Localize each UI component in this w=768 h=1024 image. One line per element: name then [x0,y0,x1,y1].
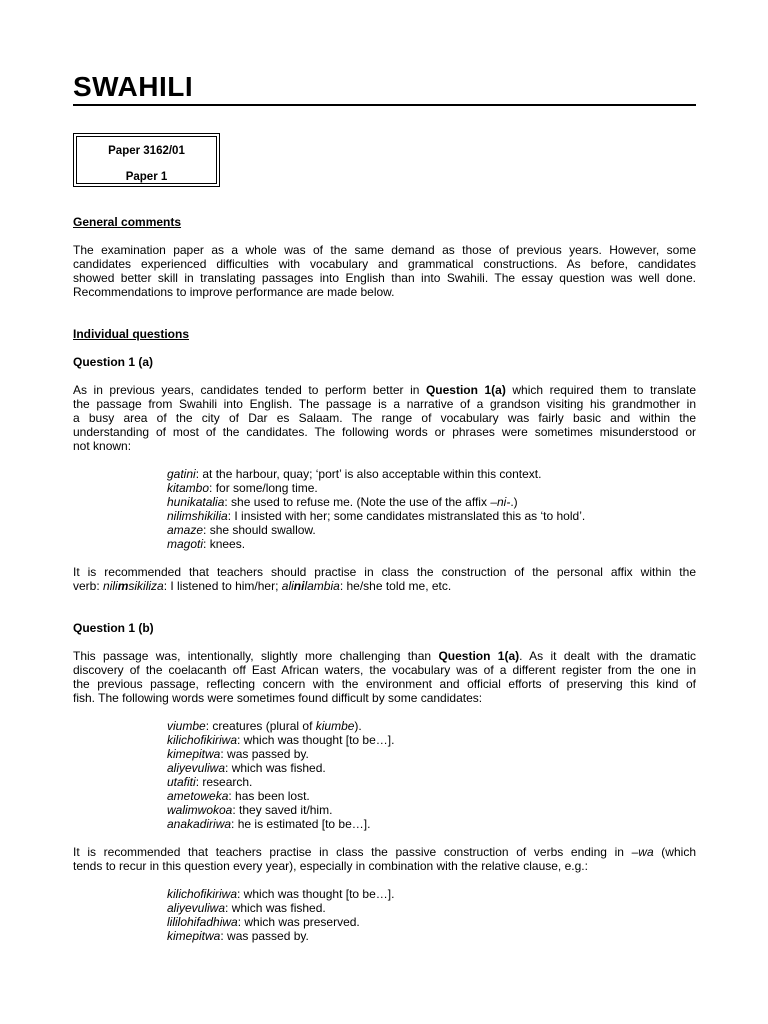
paragraph-line: not known: [73,439,132,453]
list-item: lililohifadhiwa: which was preserved. [167,915,360,929]
list-item: hunikatalia: she used to refuse me. (Note the use of the affix –ni-.) [167,495,518,509]
paragraph-line: fish. The following words were sometimes found difficult by some candidates: [73,691,483,705]
paragraph-line: As in previous years, candidates tended to perform better in Question 1(a) which required them to translate [73,383,696,397]
list-item: anakadiriwa: he is estimated [to be…]. [167,817,371,831]
list-item: kimepitwa: was passed by. [167,747,309,761]
list-item: walimwokoa: they saved it/him. [167,803,333,817]
paragraph-line: the previous passage, reflecting concern with the environment and official efforts of preserving this kind of [73,677,696,691]
paragraph-line: The examination paper as a whole was of the same demand as those of previous years. However, some [73,243,696,257]
list-item: kilichofikiriwa: which was thought [to be…]. [167,887,395,901]
question-1b-recommendation [73,845,696,873]
list-item: magoti: knees. [167,537,246,551]
paragraph-line: It is recommended that teachers should practise in class the construction of the personal affix within the [73,565,696,579]
list-item: nilimshikilia: I insisted with her; some candidates mistranslated this as ‘to hold’. [167,509,586,523]
question-1a-vocabulary-list [167,467,696,551]
paragraph-line: understanding of most of the candidates. The following words or phrases were sometimes misunderstood or [73,425,696,439]
paper-code: Paper 3162/01 [108,145,185,157]
list-item: utafiti: research. [167,775,253,789]
list-item: gatini: at the harbour, quay; ‘port’ is also acceptable within this context. [167,467,542,481]
general-comments-paragraph [73,243,696,299]
general-comments-heading: General comments [73,215,182,229]
question-1a-recommendation [73,565,696,593]
paragraph-line: Recommendations to improve performance are made below. [73,285,395,299]
passive-examples-list [167,887,696,943]
list-item: viumbe: creatures (plural of kiumbe). [167,719,362,733]
paragraph-line: tends to recur in this question every year), especially in combination with the relative clause, e.g.: [73,859,588,873]
question-1a-heading: Question 1 (a) [73,355,154,369]
paragraph-line: This passage was, intentionally, slightly more challenging than Question 1(a). As it dealt with the dramatic [73,649,696,663]
paper-info-box [73,133,220,187]
document-title: SWAHILI [73,70,696,106]
paragraph-line: discovery of the coelacanth off East African waters, the vocabulary was of a different register from the one in [73,663,696,677]
paper-number: Paper 1 [125,171,168,183]
list-item: ametoweka: has been lost. [167,789,310,803]
list-item: kilichofikiriwa: which was thought [to be…]. [167,733,395,747]
paragraph-line: the passage from Swahili into English. The passage is a narrative of a grandson visiting his grandmother in [73,397,696,411]
question-1b-vocabulary-list [167,719,696,831]
paragraph-line: showed better skill in translating passages into English than into Swahili. The essay question was well done. [73,271,696,285]
list-item: amaze: she should swallow. [167,523,316,537]
list-item: aliyevuliwa: which was fished. [167,761,326,775]
question-1b-paragraph [73,649,696,705]
individual-questions-heading: Individual questions [73,327,190,341]
paragraph-line: candidates experienced difficulties with vocabulary and grammatical constructions. As before, candidates [73,257,696,271]
list-item: kimepitwa: was passed by. [167,929,309,943]
list-item: kitambo: for some/long time. [167,481,318,495]
paragraph-line: verb: nilimsikiliza: I listened to him/her; alinilambia: he/she told me, etc. [73,579,452,593]
question-1b-heading: Question 1 (b) [73,621,154,635]
question-1a-paragraph [73,383,696,453]
list-item: aliyevuliwa: which was fished. [167,901,326,915]
paragraph-line: It is recommended that teachers practise in class the passive construction of verbs ending in –wa (which [73,845,696,859]
paragraph-line: a busy area of the city of Dar es Salaam. The range of vocabulary was fairly basic and within the [73,411,696,425]
